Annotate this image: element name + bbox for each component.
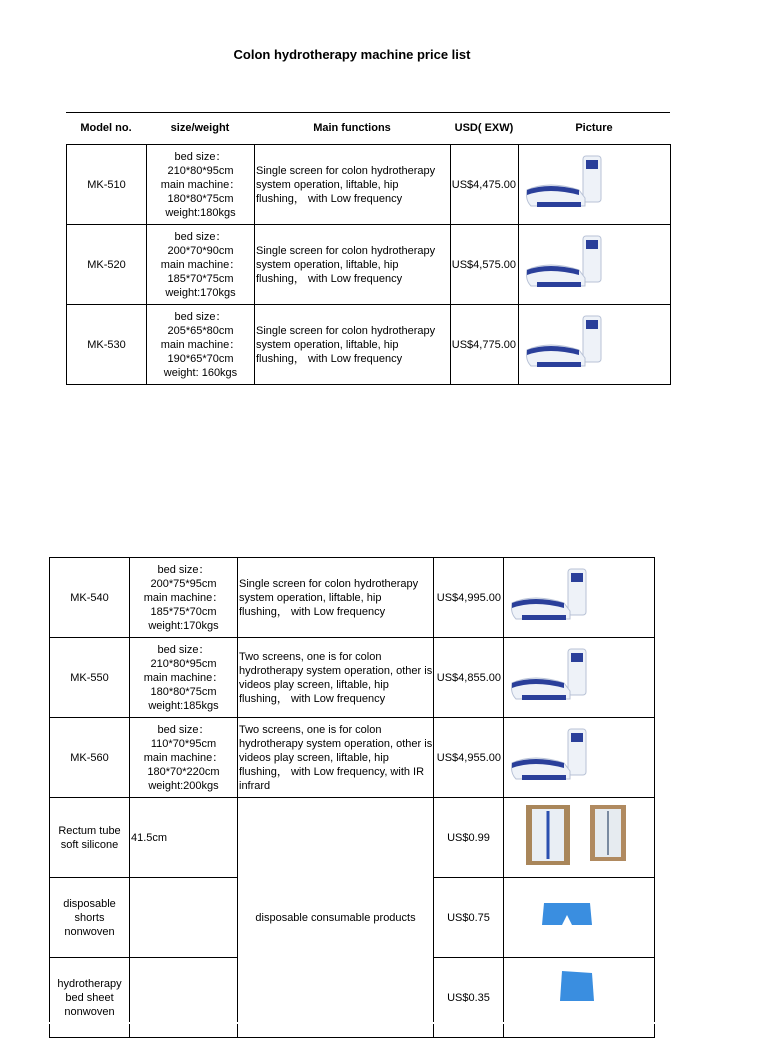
page-title: Colon hydrotherapy machine price list — [233, 47, 471, 62]
size-line: main machine： — [143, 751, 224, 764]
table-header — [66, 122, 670, 136]
blue-bed-sheet-image — [504, 959, 654, 1037]
item-price: US$0.35 — [434, 958, 504, 1038]
size-line: 110*70*95cm — [150, 737, 217, 750]
size-line: weight:185kgs — [148, 699, 219, 712]
size-weight — [130, 718, 238, 798]
size-line: bed size： — [174, 150, 227, 163]
size-line: bed size： — [157, 723, 210, 736]
model-number: MK-560 — [50, 718, 130, 798]
size-line: main machine： — [160, 338, 241, 351]
size-weight — [130, 638, 238, 718]
main-functions: Single screen for colon hydrotherapy system operation, liftable, hip flushing， with Low frequency — [238, 558, 434, 638]
size-line: 210*80*95cm — [167, 164, 234, 177]
table-row — [50, 558, 655, 638]
machine-rows — [50, 558, 655, 798]
size-line: 180*80*75cm — [150, 685, 217, 698]
size-weight — [147, 305, 255, 385]
item-size — [130, 878, 238, 958]
table-row — [50, 718, 655, 798]
price-table-bottom — [49, 557, 655, 1038]
colon-hydrotherapy-machine-image — [519, 306, 670, 384]
main-functions: Two screens, one is for colon hydrotherapy system operation, other is videos play screen, liftable, hip flushing， with Low frequency — [238, 638, 434, 718]
item-price: US$0.75 — [434, 878, 504, 958]
size-line: bed size： — [174, 310, 227, 323]
price: US$4,855.00 — [434, 638, 504, 718]
size-line: weight:180kgs — [165, 206, 236, 219]
price: US$4,995.00 — [434, 558, 504, 638]
header-price: USD( EXW) — [454, 122, 514, 134]
colon-hydrotherapy-machine-image — [504, 559, 654, 637]
table-row — [50, 798, 655, 878]
item-name: hydrotherapy bed sheet nonwoven — [50, 958, 130, 1038]
main-functions: Single screen for colon hydrotherapy system operation, liftable, hip flushing， with Low frequency — [255, 145, 451, 225]
table-row — [50, 638, 655, 718]
model-number: MK-540 — [50, 558, 130, 638]
size-line: 205*65*80cm — [167, 324, 234, 337]
main-functions: Single screen for colon hydrotherapy system operation, liftable, hip flushing， with Low frequency — [255, 305, 451, 385]
model-number: MK-550 — [50, 638, 130, 718]
header-model: Model no. — [80, 122, 132, 134]
colon-hydrotherapy-machine-image — [519, 226, 670, 304]
item-size: 41.5cm — [130, 798, 238, 878]
size-weight — [147, 225, 255, 305]
size-line: 200*75*95cm — [150, 577, 217, 590]
colon-hydrotherapy-machine-image — [519, 146, 670, 224]
rectum-tube-package-image — [504, 799, 654, 877]
colon-hydrotherapy-machine-image — [504, 719, 654, 797]
size-line: 180*70*220cm — [147, 765, 220, 778]
model-number: MK-530 — [67, 305, 147, 385]
item-name: Rectum tube soft silicone — [50, 798, 130, 878]
size-line: bed size： — [157, 643, 210, 656]
price: US$4,955.00 — [434, 718, 504, 798]
size-weight — [130, 558, 238, 638]
model-number: MK-520 — [67, 225, 147, 305]
size-line: main machine： — [160, 178, 241, 191]
header-size: size/weight — [170, 122, 230, 134]
size-line: 185*75*70cm — [150, 605, 217, 618]
size-line: 190*65*70cm — [167, 352, 234, 365]
blue-shorts-image — [504, 879, 654, 957]
size-weight — [147, 145, 255, 225]
colon-hydrotherapy-machine-image — [504, 639, 654, 717]
model-number: MK-510 — [67, 145, 147, 225]
price: US$4,575.00 — [451, 225, 519, 305]
size-line: 210*80*95cm — [150, 657, 217, 670]
size-line: 180*80*75cm — [167, 192, 234, 205]
machine-rows — [67, 145, 671, 385]
table-row — [67, 145, 671, 225]
price: US$4,775.00 — [451, 305, 519, 385]
size-line: weight:170kgs — [165, 286, 236, 299]
item-size — [130, 958, 238, 1038]
item-name: disposable shorts nonwoven — [50, 878, 130, 958]
size-line: 185*70*75cm — [167, 272, 234, 285]
table-row — [67, 225, 671, 305]
consumables-note: disposable consumable products — [238, 798, 434, 1038]
size-line: main machine： — [143, 671, 224, 684]
table-row — [67, 305, 671, 385]
main-functions: Single screen for colon hydrotherapy system operation, liftable, hip flushing， with Low frequency — [255, 225, 451, 305]
size-line: 200*70*90cm — [167, 244, 234, 257]
size-line: main machine： — [160, 258, 241, 271]
price-table-top — [66, 144, 671, 385]
size-line: bed size： — [157, 563, 210, 576]
price: US$4,475.00 — [451, 145, 519, 225]
header-functions: Main functions — [313, 122, 391, 134]
size-line: weight: 160kgs — [163, 366, 238, 379]
header-rule — [66, 112, 670, 113]
item-price: US$0.99 — [434, 798, 504, 878]
size-line: weight:200kgs — [148, 779, 219, 792]
size-line: main machine： — [143, 591, 224, 604]
main-functions: Two screens, one is for colon hydrotherapy system operation, other is videos play screen, liftable, hip flushing， with Low frequency, with IR infrard — [238, 718, 434, 798]
size-line: weight:170kgs — [148, 619, 219, 632]
size-line: bed size： — [174, 230, 227, 243]
header-picture: Picture — [575, 122, 613, 134]
